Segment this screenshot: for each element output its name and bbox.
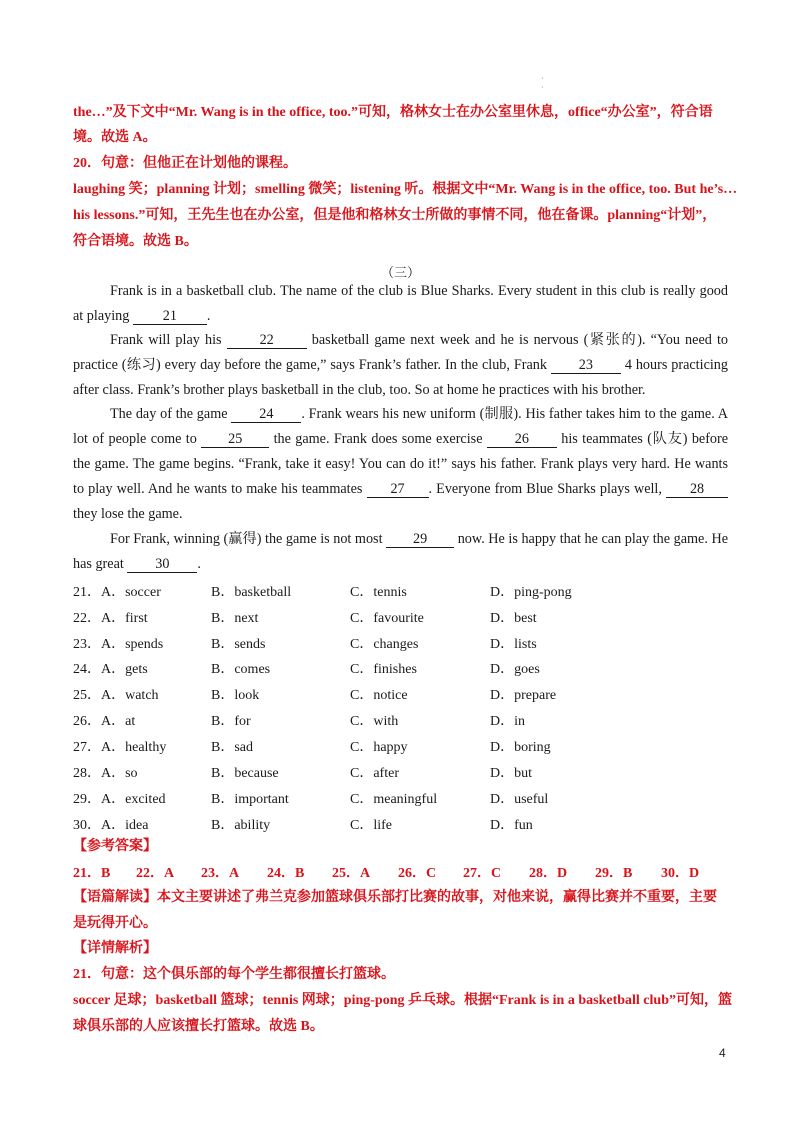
- q20-title: 20．句意：但他正在计划他的课程。: [73, 156, 297, 171]
- answer-item: 21．B: [73, 866, 111, 881]
- question-number: 30．: [73, 818, 101, 833]
- option-c: C．favourite: [350, 611, 424, 626]
- passage-text: .: [197, 556, 201, 572]
- option-b: B．look: [211, 688, 260, 703]
- passage-text: basketball game next week and he is nervous (紧张的). “You need to practice (练习) every day before the game,” says Frank’s father. In the club, Frank: [73, 332, 729, 373]
- question-number: 28．: [73, 766, 101, 781]
- option-c: C．tennis: [350, 585, 407, 600]
- answer-item: 27．C: [463, 866, 502, 881]
- option-c: C．life: [350, 818, 392, 833]
- answer-item: 26．C: [398, 866, 437, 881]
- option-a: A．soccer: [101, 585, 161, 600]
- interpretation-line2: 是玩得开心。: [73, 916, 157, 931]
- decorative-dots: · ·: [541, 74, 544, 92]
- option-d: D．prepare: [490, 688, 557, 703]
- section-title: （三）: [380, 265, 420, 280]
- question-number: 26．: [73, 714, 101, 729]
- option-b: B．important: [211, 792, 289, 807]
- option-a: A．so: [101, 766, 138, 781]
- option-a: A．first: [101, 611, 148, 626]
- option-a: A．gets: [101, 662, 148, 677]
- option-c: C．happy: [350, 740, 408, 755]
- option-c: C．with: [350, 714, 399, 729]
- q19-explanation-line1: the…”及下文中“Mr. Wang is in the office, too.”可知，格林女士在办公室里休息，office“办公室”，符合语: [73, 105, 713, 120]
- option-d: D．useful: [490, 792, 549, 807]
- question-options-row: [73, 581, 728, 601]
- question-options-row: [73, 814, 728, 834]
- passage-text: . Everyone from Blue Sharks plays well,: [428, 481, 662, 497]
- q21-explanation-line1: soccer 足球；basketball 篮球；tennis 网球；ping-pong 乒乓球。根据“Frank is in a basketball club”可知，篮: [73, 993, 732, 1008]
- option-b: B．ability: [211, 818, 271, 833]
- q20-explanation-line2: his lessons.”可知，王先生也在办公室，但是他和格林女士所做的事情不同，他在备课。planning“计划”，: [73, 208, 717, 223]
- q21-title: 21．句意：这个俱乐部的每个学生都很擅长打篮球。: [73, 967, 395, 982]
- answer-item: 24．B: [267, 866, 305, 881]
- passage-paragraph-1: [73, 279, 728, 329]
- question-number: 21．: [73, 585, 101, 600]
- passage-text: now. He is happy that he can play the game. He has great: [73, 531, 729, 572]
- passage-text: they lose the game.: [73, 506, 183, 522]
- option-b: B．sends: [211, 637, 266, 652]
- option-d: D．fun: [490, 818, 533, 833]
- passage-text: The day of the game: [110, 406, 228, 422]
- option-b: B．because: [211, 766, 279, 781]
- option-d: D．goes: [490, 662, 540, 677]
- option-d: D．but: [490, 766, 532, 781]
- answer-item: 28．D: [529, 866, 568, 881]
- option-d: D．boring: [490, 740, 551, 755]
- blank-23: 23: [551, 357, 621, 374]
- option-a: A．spends: [101, 637, 164, 652]
- option-d: D．best: [490, 611, 537, 626]
- answer-heading: 【参考答案】: [73, 839, 157, 854]
- question-number: 29．: [73, 792, 101, 807]
- blank-25: 25: [201, 431, 269, 448]
- blank-26: 26: [487, 431, 557, 448]
- question-options-row: [73, 658, 728, 678]
- page-number: 4: [719, 1046, 726, 1060]
- option-c: C．meaningful: [350, 792, 438, 807]
- blank-30: 30: [127, 556, 197, 573]
- passage-text: 4 hours practicing after class. Frank’s brother plays basketball in the club, too. So at home he practices with his brother.: [73, 357, 728, 398]
- option-a: A．idea: [101, 818, 149, 833]
- passage-text: the game. Frank does some exercise: [273, 431, 483, 447]
- q20-explanation-line3: 符合语境。故选 B。: [73, 234, 198, 249]
- question-number: 23．: [73, 637, 101, 652]
- answer-item: 22．A: [136, 866, 175, 881]
- interpretation-line1: 【语篇解读】本文主要讲述了弗兰克参加篮球俱乐部打比赛的故事，对他来说，赢得比赛并不重要，主要: [73, 890, 717, 905]
- q21-explanation-line2: 球俱乐部的人应该擅长打篮球。故选 B。: [73, 1019, 324, 1034]
- option-b: B．basketball: [211, 585, 292, 600]
- question-number: 24．: [73, 662, 101, 677]
- option-b: B．next: [211, 611, 259, 626]
- blank-29: 29: [386, 531, 454, 548]
- detail-heading: 【详情解析】: [73, 941, 157, 956]
- question-options-row: [73, 607, 728, 627]
- question-options-row: [73, 684, 728, 704]
- passage-paragraph-4: [73, 527, 728, 577]
- answer-item: 25．A: [332, 866, 371, 881]
- option-d: D．lists: [490, 637, 537, 652]
- blank-28: 28: [666, 481, 728, 498]
- blank-22: 22: [227, 332, 307, 349]
- option-a: A．healthy: [101, 740, 167, 755]
- passage-text: his teammates (队友) before the game. The game begins. “Frank, take it easy! You can do it!” says his father. Frank plays very hard. He wants to play well. And he wants to make his teammates: [73, 431, 729, 497]
- option-a: A．excited: [101, 792, 166, 807]
- passage-text: For Frank, winning (赢得) the game is not most: [110, 531, 383, 547]
- question-number: 27．: [73, 740, 101, 755]
- question-number: 22．: [73, 611, 101, 626]
- option-c: C．after: [350, 766, 399, 781]
- option-b: B．sad: [211, 740, 253, 755]
- option-d: D．ping-pong: [490, 585, 572, 600]
- question-options-row: [73, 736, 728, 756]
- question-options-row: [73, 762, 728, 782]
- option-a: A．watch: [101, 688, 159, 703]
- passage-text: . Frank wears his new uniform (制服). His father takes him to the game. A lot of people come to: [73, 406, 728, 447]
- answer-item: 30．D: [661, 866, 700, 881]
- option-c: C．finishes: [350, 662, 417, 677]
- option-b: B．comes: [211, 662, 271, 677]
- q19-explanation-line2: 境。故选 A。: [73, 130, 157, 145]
- blank-21: 21: [133, 308, 207, 325]
- option-d: D．in: [490, 714, 525, 729]
- question-options-row: [73, 633, 728, 653]
- passage-text: Frank will play his: [110, 332, 222, 348]
- option-c: C．changes: [350, 637, 419, 652]
- answer-item: 29．B: [595, 866, 633, 881]
- question-options-row: [73, 710, 728, 730]
- option-b: B．for: [211, 714, 251, 729]
- option-c: C．notice: [350, 688, 408, 703]
- passage-text: Frank is in a basketball club. The name of the club is Blue Sharks. Every student in this club is really good at playing: [73, 283, 728, 324]
- answer-item: 23．A: [201, 866, 240, 881]
- blank-24: 24: [231, 406, 301, 423]
- q20-explanation-line1: laughing 笑；planning 计划；smelling 微笑；listening 听。根据文中“Mr. Wang is in the office, too. But he’s…: [73, 182, 738, 197]
- option-a: A．at: [101, 714, 136, 729]
- blank-27: 27: [367, 481, 429, 498]
- passage-paragraph-2: [73, 328, 728, 403]
- question-options-row: [73, 788, 728, 808]
- passage-text: .: [206, 308, 211, 324]
- passage-paragraph-3: [73, 402, 728, 527]
- question-number: 25．: [73, 688, 101, 703]
